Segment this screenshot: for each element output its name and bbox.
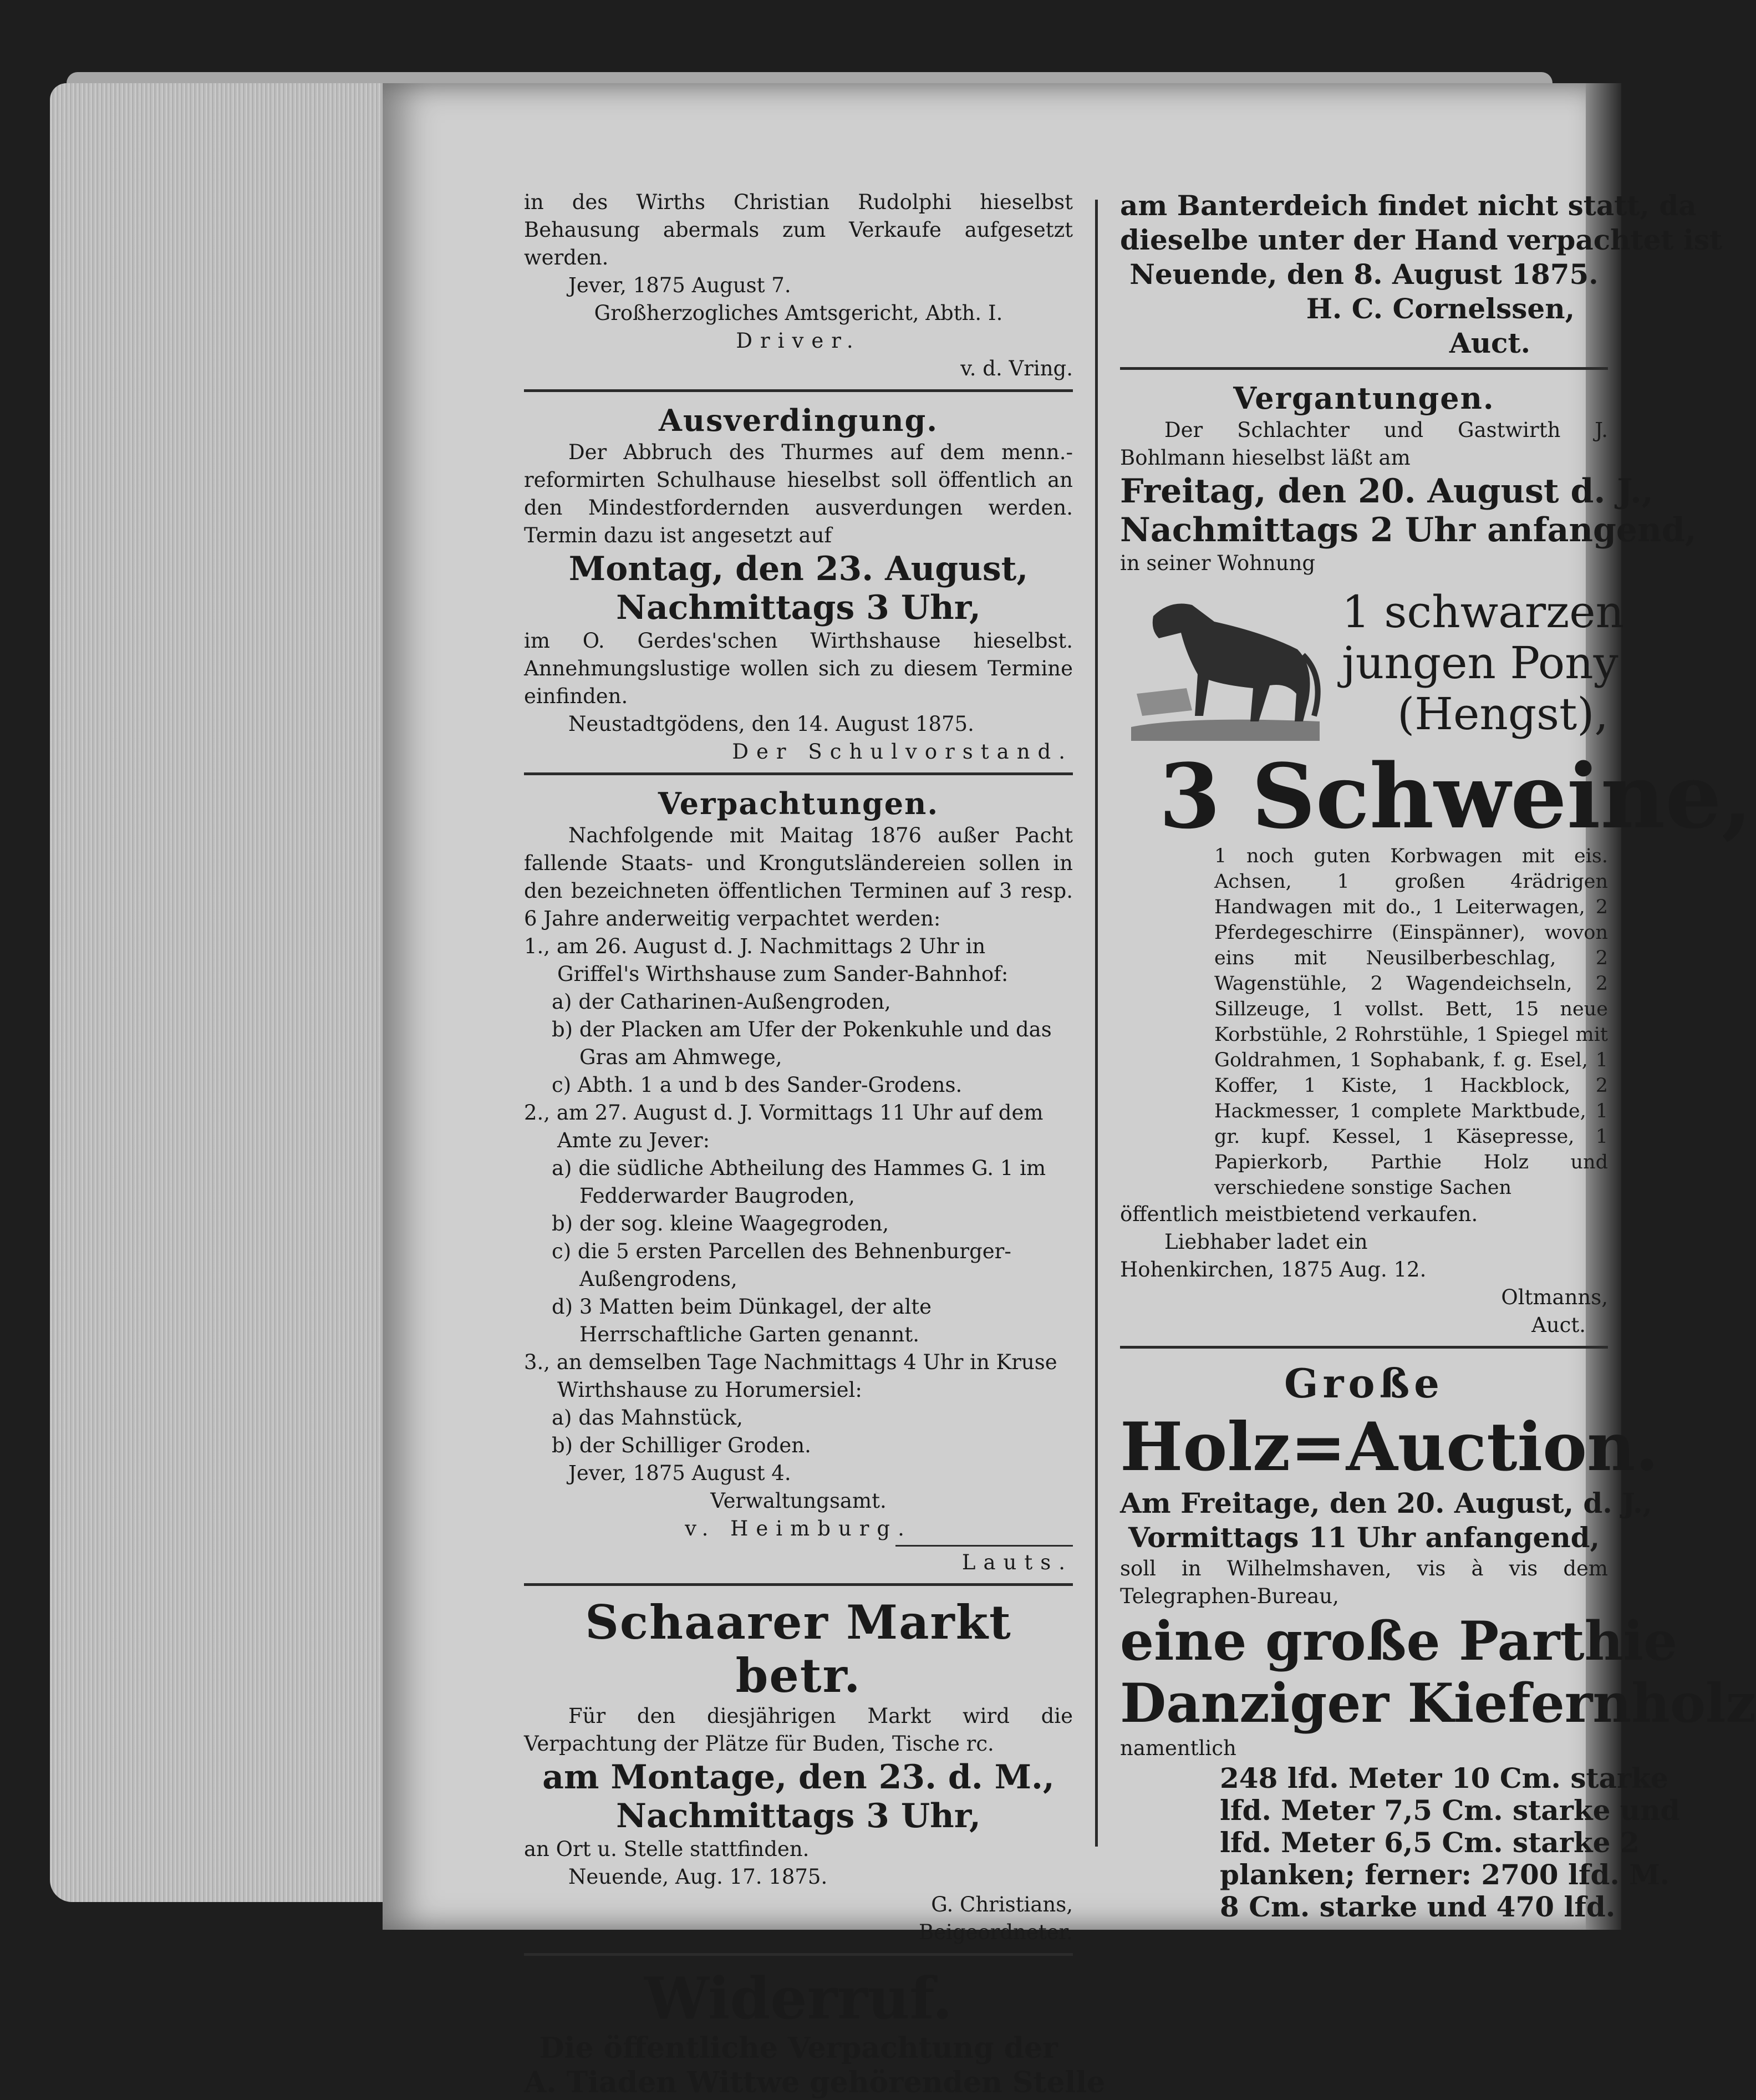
ausverdingung-place-date: Neustadtgödens, den 14. August 1875. [568, 712, 974, 736]
list-item: 2., am 27. August d. J. Vormittags 11 Uhr auf dem Amte zu Jever: [524, 1101, 1044, 1152]
page-stack-edge [50, 83, 405, 1902]
list-item: a) das Mahnstück, [552, 1406, 743, 1430]
ausverdingung-body: Der Abbruch des Thurmes auf dem menn.-reformirten Schulhause hieselbst soll öffentlich an den Mindestfordernden ausverdungen werden. Termin dazu ist angesetzt auf [524, 440, 1073, 547]
list-item: b) der sog. kleine Waagegroden, [552, 1212, 889, 1235]
notice-signer: Driver. [736, 329, 861, 353]
notice-clerk: v. d. Vring. [960, 357, 1073, 380]
continued-line1: am Banterdeich findet nicht statt, da [1120, 189, 1697, 222]
verpachtungen-heading: Verpachtungen. [658, 786, 939, 821]
notice-court: Großherzogliches Amtsgericht, Abth. I. [594, 301, 1003, 325]
notice-text: in des Wirths Christian Rudolphi hieselbst Behausung abermals zum Verkaufe aufgesetzt werden. [524, 190, 1073, 270]
signature-rule [895, 1545, 1073, 1547]
schaarer-place-date: Neuende, Aug. 17. 1875. [568, 1865, 828, 1889]
section-rule [524, 1953, 1073, 1956]
pony-text [1331, 587, 1624, 740]
holz-line5: 8 Cm. starke und 470 lfd. [1220, 1890, 1616, 1923]
ausverdingung-date: Montag, den 23. August, [568, 550, 1029, 588]
pigs-headline: 3 Schweine, [1159, 744, 1753, 848]
vergantungen-heading: Vergantungen. [1233, 380, 1495, 416]
schaarer-time: Nachmittags 3 Uhr, [616, 1797, 981, 1835]
widerruf-section [524, 1964, 1106, 2100]
holz-line1: 248 lfd. Meter 10 Cm. starke [1220, 1762, 1668, 1794]
holz-place: soll in Wilhelmshaven, vis à vis dem Telegraphen-Bureau, [1120, 1557, 1608, 1608]
holz-heading2: Holz=Auction. [1120, 1408, 1659, 1486]
verpachtungen-place-date: Jever, 1875 August 4. [568, 1461, 791, 1485]
list-item: d) 3 Matten beim Dünkagel, der alte Herrschaftliche Garten genannt. [552, 1295, 932, 1346]
holz-heading1: Große [1284, 1360, 1444, 1407]
list-item: a) der Catharinen-Außengroden, [552, 990, 891, 1014]
list-item: c) die 5 ersten Parcellen des Behnenburger-Außengrodens, [552, 1239, 1011, 1291]
pony-advert [1120, 583, 1625, 744]
widerruf-heading: Widerruf. [644, 1964, 953, 2032]
list-item: b) der Schilliger Groden. [552, 1433, 811, 1457]
vergantungen-invite: Liebhaber ladet ein [1164, 1230, 1368, 1254]
top-notice [524, 189, 1073, 383]
ausverdingung-time: Nachmittags 3 Uhr, [616, 588, 981, 627]
verpachtungen-intro: Nachfolgende mit Maitag 1876 außer Pacht fallende Staats- und Krongutsländereien sollen in den bezeichneten öffentlichen Terminen auf 3 resp. 6 Jahre anderweitig verpachtet werden: [524, 823, 1073, 930]
horse-illustration-icon [1120, 583, 1331, 744]
schaarer-body: Für den diesjährigen Markt wird die Verpachtung der Plätze für Buden, Tische rc. [524, 1704, 1073, 1756]
vergantungen-intro: Der Schlachter und Gastwirth J. Bohlmann hieselbst läßt am [1120, 418, 1608, 470]
holz-namely: namentlich [1120, 1736, 1236, 1760]
holz-line4: planken; ferner: 2700 lfd. M. [1220, 1858, 1670, 1891]
section-rule [524, 389, 1073, 392]
continued-place-date: Neuende, den 8. August 1875. [1129, 258, 1599, 291]
schaarer-section [524, 1596, 1073, 1946]
section-rule [524, 772, 1073, 775]
auction-items-list: 1 noch guten Korbwagen mit eis. Achsen, 1 großen 4rädrigen Handwagen mit do., 1 Leiterwagen, 2 Pferdegeschirre (Einspänner), wovon eins mit Neusilberbeschlag, 2 Wagenstühle, 2 Wagendeichseln, 2 Sillzeuge, 1 vollst. Bett, 15 neue Korbstühle, 2 Rohrstühle, 1 Spiegel mit Goldrahmen, 1 Sophabank, f. g. Esel, 1 Koffer, 1 Kiste, 1 Hackblock, 2 Hackmesser, 1 complete Marktbude, 1 gr. kupf. Kessel, 1 Käsepresse, 1 Papierkorb, Parthie Holz und verschiedene sonstige Sachen [1214, 845, 1608, 1199]
list-item: a) die südliche Abtheilung des Hammes G. 1 im Fedderwarder Baugroden, [552, 1156, 1046, 1208]
section-rule [1120, 367, 1608, 370]
right-column [1120, 189, 1756, 1923]
continued-line2: dieselbe unter der Hand verpachtet ist [1120, 223, 1723, 256]
verpachtungen-clerk: Lauts. [961, 1550, 1073, 1574]
list-item: c) Abth. 1 a und b des Sander-Grodens. [552, 1073, 963, 1097]
list-item: 1., am 26. August d. J. Nachmittags 2 Uhr in Griffel's Wirthshause zum Sander-Bahnhof: [524, 934, 1009, 986]
schaarer-place: an Ort u. Stelle stattfinden. [524, 1837, 810, 1861]
vergantungen-place-date: Hohenkirchen, 1875 Aug. 12. [1120, 1258, 1427, 1282]
holz-date: Am Freitage, den 20. August, d. J., [1120, 1487, 1652, 1519]
widerruf-line2: A. Tiaden Wittwe gehörenden Stelle [524, 2066, 1106, 2099]
column-divider [1095, 200, 1098, 1847]
verpachtungen-section [524, 785, 1073, 1577]
vergantungen-signer: Oltmanns, [1501, 1285, 1608, 1309]
pony-line3: (Hengst), [1397, 688, 1609, 740]
continued-title: Auct. [1449, 327, 1530, 359]
ausverdingung-heading: Ausverdingung. [658, 403, 939, 438]
vergantungen-time: Nachmittags 2 Uhr anfangend, [1120, 511, 1697, 550]
vergantungen-date: Freitag, den 20. August d. J., [1120, 472, 1653, 511]
widerruf-line1: Die öffentliche Verpachtung der [539, 2031, 1058, 2065]
list-item: b) der Placken am Ufer der Pokenkuhle und das Gras am Ahmwege, [552, 1018, 1052, 1069]
vergantungen-title: Auct. [1531, 1313, 1586, 1337]
holz-time: Vormittags 11 Uhr anfangend, [1128, 1521, 1600, 1554]
verpachtungen-signer: v. Heimburg. [685, 1517, 912, 1540]
vergantungen-section [1120, 380, 1753, 1339]
left-column [524, 189, 1106, 2100]
schaarer-heading: Schaarer Markt betr. [585, 1595, 1012, 1703]
list-item: 3., an demselben Tage Nachmittags 4 Uhr in Kruse Wirthshause zu Horumersiel: [524, 1350, 1057, 1402]
continued-signer: H. C. Cornelssen, [1306, 292, 1575, 325]
section-rule [1120, 1346, 1608, 1349]
notice-place-date: Jever, 1875 August 7. [568, 273, 791, 297]
ausverdingung-place: im O. Gerdes'schen Wirthshause hieselbst. Annehmungslustige wollen sich zu diesem Termine einfinden. [524, 629, 1073, 708]
ausverdingung-signer: Der Schulvorstand. [732, 740, 1073, 764]
holz-big1: eine große Parthie [1120, 1610, 1678, 1672]
continued-notice [1120, 189, 1723, 360]
holz-line2: lfd. Meter 7,5 Cm. starke und [1220, 1794, 1680, 1827]
schaarer-signer: G. Christians, [931, 1893, 1073, 1916]
schaarer-title: Beigeordneter. [918, 1920, 1073, 1944]
pony-line1: 1 schwarzen [1342, 586, 1625, 638]
holz-line3: lfd. Meter 6,5 Cm. starke 2 [1220, 1826, 1640, 1859]
verpachtungen-office: Verwaltungsamt. [710, 1489, 887, 1513]
pony-line2: jungen Pony [1342, 637, 1618, 689]
holz-section [1120, 1359, 1756, 1923]
holz-big2: Danziger Kiefernholz [1120, 1672, 1756, 1735]
schaarer-date: am Montage, den 23. d. M., [542, 1758, 1055, 1797]
section-rule [524, 1583, 1073, 1586]
vergantungen-place: in seiner Wohnung [1120, 551, 1316, 575]
ausverdingung-section [524, 402, 1073, 766]
vergantungen-closing: öffentlich meistbietend verkaufen. [1120, 1202, 1478, 1226]
